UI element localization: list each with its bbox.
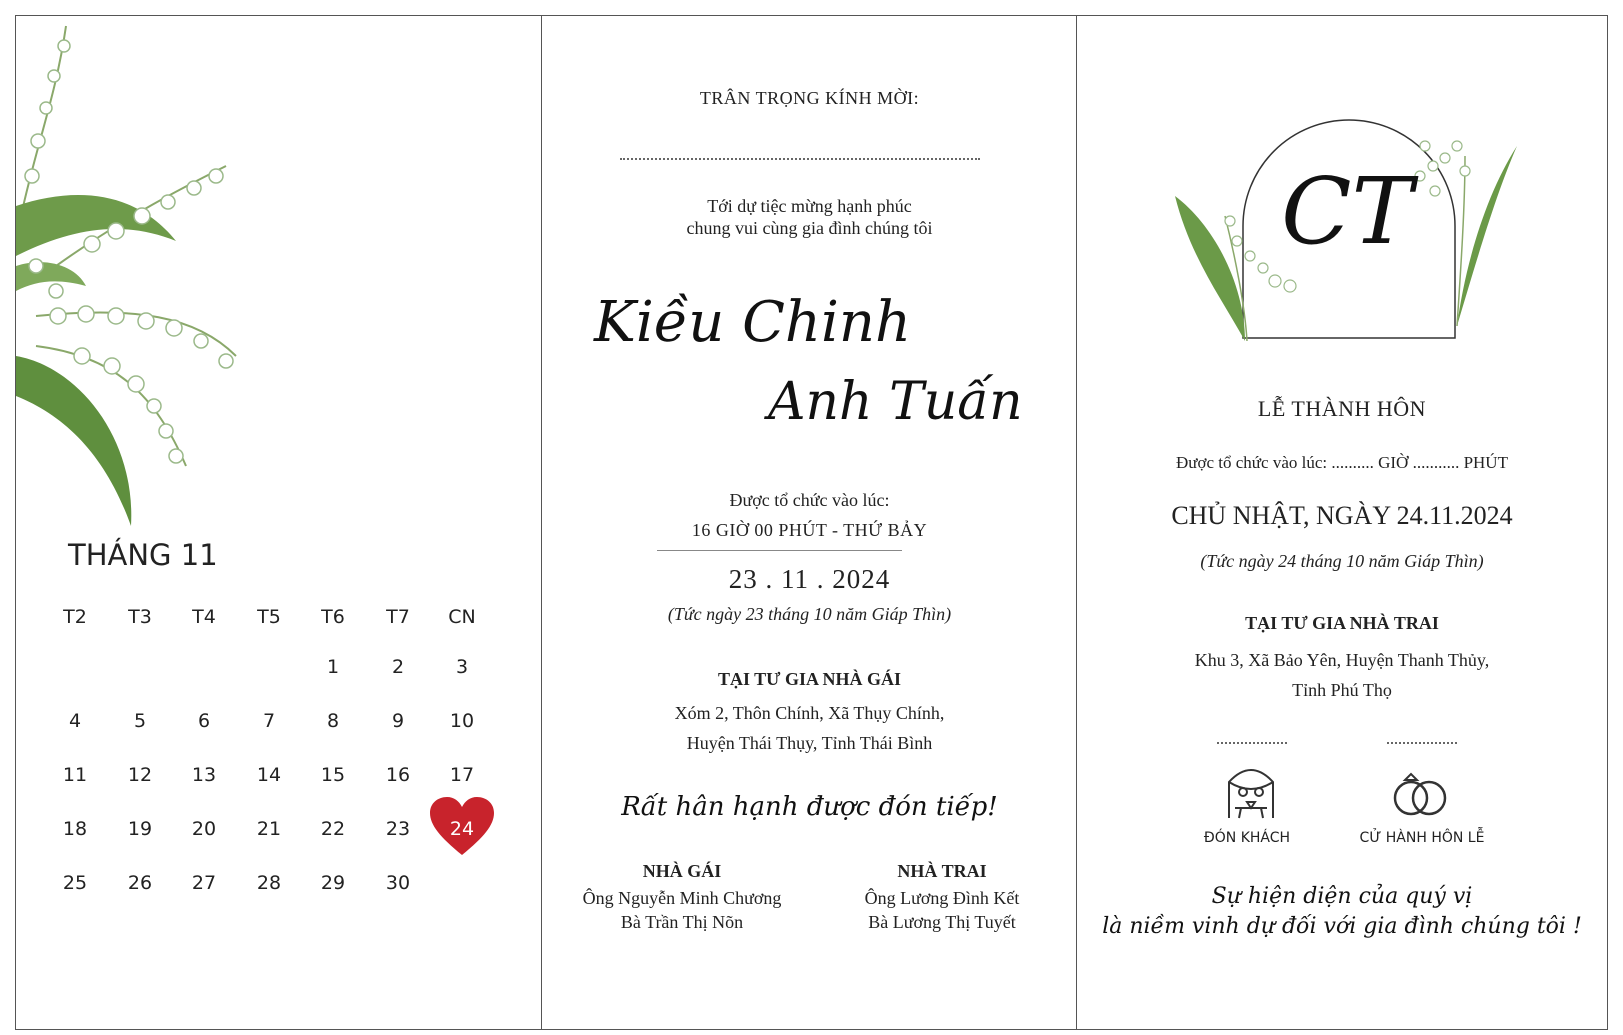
ceremony-time: Được tổ chức vào lúc: .......... GIỜ ........... PHÚT bbox=[1176, 453, 1508, 472]
calendar-panel bbox=[15, 15, 543, 1030]
calendar-day-highlighted: 24 bbox=[449, 818, 475, 840]
calendar-day: 27 bbox=[191, 872, 217, 894]
closing-line1: Sự hiện diện của quý vị bbox=[1211, 884, 1473, 909]
invitation-heading: TRÂN TRỌNG KÍNH MỜI: bbox=[699, 88, 920, 108]
calendar-day: 12 bbox=[127, 764, 153, 786]
calendar-day: 16 bbox=[385, 764, 411, 786]
invitation-line1: Tới dự tiệc mừng hạnh phúc bbox=[707, 196, 912, 216]
calendar-month: THÁNG 11 bbox=[68, 538, 218, 572]
calendar-day: 13 bbox=[191, 764, 217, 786]
calendar-day: 20 bbox=[191, 818, 217, 840]
event-date: 23 . 11 . 2024 bbox=[728, 564, 891, 594]
groom-name: Anh Tuấn bbox=[768, 372, 1023, 432]
ceremony-time-line bbox=[1387, 742, 1457, 744]
venue-line1: Xóm 2, Thôn Chính, Xã Thụy Chính, bbox=[674, 703, 945, 723]
reception-label: ĐÓN KHÁCH bbox=[1203, 830, 1291, 846]
calendar-day: 14 bbox=[256, 764, 282, 786]
bride-family-title: NHÀ GÁI bbox=[642, 861, 722, 881]
weekday-t5: T5 bbox=[257, 606, 281, 628]
venue-title: TẠI TƯ GIA NHÀ GÁI bbox=[717, 669, 902, 689]
calendar-day: 15 bbox=[320, 764, 346, 786]
calendar-day: 9 bbox=[391, 710, 405, 732]
wedding-rings-icon bbox=[1389, 770, 1451, 820]
bride-mother: Bà Trần Thị Nõn bbox=[620, 912, 744, 932]
weekday-cn: CN bbox=[448, 606, 476, 628]
ceremony-panel bbox=[1076, 15, 1608, 1030]
calendar-day: 17 bbox=[449, 764, 475, 786]
weekday-t4: T4 bbox=[192, 606, 216, 628]
weekday-t2: T2 bbox=[63, 606, 87, 628]
calendar-day: 11 bbox=[62, 764, 88, 786]
invitation-panel bbox=[541, 15, 1078, 1030]
calendar-day: 7 bbox=[262, 710, 276, 732]
ceremony-lunar-date: (Tức ngày 24 tháng 10 năm Giáp Thìn) bbox=[1200, 551, 1484, 571]
calendar-day: 22 bbox=[320, 818, 346, 840]
couple-monogram: CT bbox=[1281, 158, 1413, 265]
ceremony-date: CHỦ NHẬT, NGÀY 24.11.2024 bbox=[1171, 501, 1513, 530]
calendar-day: 30 bbox=[385, 872, 411, 894]
calendar-day: 8 bbox=[326, 710, 340, 732]
calendar-day: 10 bbox=[449, 710, 475, 732]
calendar-day: 3 bbox=[455, 656, 469, 678]
time-divider bbox=[657, 550, 902, 551]
calendar-day: 26 bbox=[127, 872, 153, 894]
event-lunar-date: (Tức ngày 23 tháng 10 năm Giáp Thìn) bbox=[667, 604, 952, 624]
event-time: 16 GIỜ 00 PHÚT - THỨ BẢY bbox=[691, 520, 928, 540]
calendar-day: 25 bbox=[62, 872, 88, 894]
weekday-t6: T6 bbox=[321, 606, 345, 628]
ceremony-venue-title: TẠI TƯ GIA NHÀ TRAI bbox=[1245, 613, 1439, 633]
calendar-day: 4 bbox=[68, 710, 82, 732]
bride-father: Ông Nguyễn Minh Chương bbox=[582, 888, 782, 908]
weekday-t7: T7 bbox=[386, 606, 410, 628]
calendar-day: 18 bbox=[62, 818, 88, 840]
reception-time-line bbox=[1217, 742, 1287, 744]
calendar-day: 29 bbox=[320, 872, 346, 894]
invitation-line2: chung vui cùng gia đình chúng tôi bbox=[686, 218, 933, 238]
calendar-day: 19 bbox=[127, 818, 153, 840]
calendar-day: 2 bbox=[391, 656, 405, 678]
calendar-day: 5 bbox=[133, 710, 147, 732]
calendar-day: 23 bbox=[385, 818, 411, 840]
welcome-text: Rất hân hạnh được đón tiếp! bbox=[621, 792, 998, 822]
calendar-day: 6 bbox=[197, 710, 211, 732]
guest-name-line bbox=[620, 158, 980, 160]
time-intro: Được tổ chức vào lúc: bbox=[729, 490, 890, 510]
bride-name: Kiều Chinh bbox=[594, 290, 912, 355]
venue-line2: Huyện Thái Thụy, Tỉnh Thái Bình bbox=[686, 733, 933, 753]
ceremony-venue-line1: Khu 3, Xã Bảo Yên, Huyện Thanh Thủy, bbox=[1194, 650, 1490, 670]
groom-mother: Bà Lương Thị Tuyết bbox=[868, 912, 1016, 932]
ceremony-rite-label: CỬ HÀNH HÔN LỄ bbox=[1359, 830, 1485, 846]
weekday-t3: T3 bbox=[128, 606, 152, 628]
calendar-day: 28 bbox=[256, 872, 282, 894]
reception-table-icon bbox=[1221, 762, 1281, 822]
closing-line2: là niềm vinh dự đối với gia đình chúng tôi ! bbox=[1102, 914, 1582, 939]
calendar-day: 21 bbox=[256, 818, 282, 840]
groom-father: Ông Lương Đình Kết bbox=[864, 888, 1020, 908]
lily-of-the-valley-illustration bbox=[16, 16, 276, 536]
ceremony-venue-line2: Tỉnh Phú Thọ bbox=[1292, 680, 1392, 700]
ceremony-title: LỄ THÀNH HÔN bbox=[1257, 396, 1427, 421]
groom-family-title: NHÀ TRAI bbox=[897, 861, 987, 881]
calendar-day: 1 bbox=[326, 656, 340, 678]
